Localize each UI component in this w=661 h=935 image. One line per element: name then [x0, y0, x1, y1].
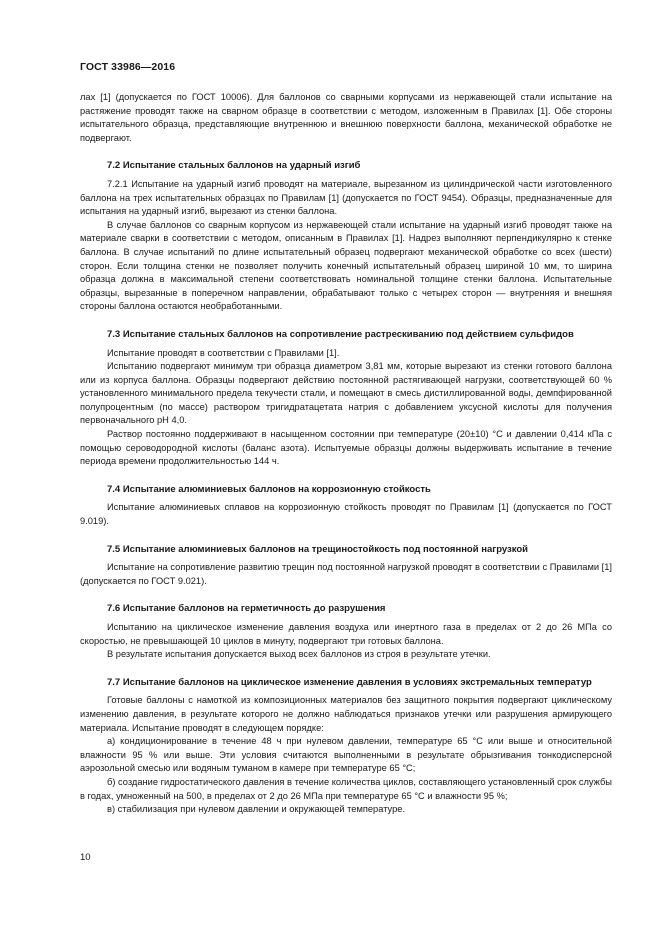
- list-item-c: в) стабилизация при нулевом давлении и окружающей температуре.: [107, 804, 406, 815]
- paragraph: 7.2.1 Испытание на ударный изгиб проводят на материале, вырезанном из цилиндрической части изготовленного баллона на трех испытательных образцах по Правилам [1] (допускается по ГОСТ 9454). Образцы, предназначенные для испытания на ударный изгиб, вырезают из стенки баллона.: [80, 178, 612, 217]
- paragraph: Испытанию подвергают минимум три образца диаметром 3,81 мм, которые вырезают из стенки готового баллона или из корпуса баллона. Образцы подвергают действию постоянной растягивающей нагрузки, соответствующей 60 % установленного минимального предела текучести стали, и помещают в смесь дистиллированной воды, демпфированной полупроцентным (по массе) раствором тригидратацетата натрия с добавлением уксусной кислоты для получения первоначального pH 4,0.: [80, 361, 612, 426]
- list-item-b: б) создание гидростатического давления в течение количества циклов, составляющего установленный срок службы в годах, умноженный на 500, в пределах от 2 до 26 МПа при температуре 65 °С и влажности 95 %;: [80, 776, 612, 801]
- paragraph: Испытание на сопротивление развитию трещин под постоянной нагрузкой проводят в соответствии с Правилами [1] (допускается по ГОСТ 9.021).: [80, 562, 612, 586]
- paragraph: лах [1] (допускается по ГОСТ 10006). Для баллонов со сварными корпусами из нержавеющей стали испытание на растяжение проводят также на сварном образце в соответствии с методом, изложенным в Правилах [1]. Обе стороны испытательного образца, представляющие внутреннюю и внешнюю поверхности баллона, механической обработке не подвергают.: [80, 92, 612, 143]
- paragraph: Испытание алюминиевых сплавов на коррозионную стойкость проводят по Правилам [1] (допускается по ГОСТ 9.019).: [80, 502, 612, 527]
- paragraph: Раствор постоянно поддерживают в насыщенном состоянии при температуре (20±10) °С и давлении 0,414 кПа с помощью сероводородной кислоты (баланс азота). Испытуемые образцы должны выдерживать испытание в течение периода времени продолжительностью 144 ч.: [80, 429, 612, 467]
- paragraph: Готовые баллоны с намоткой из композиционных материалов без защитного покрытия подвергают циклическому изменению давления, в результате которого не должно наблюдаться признаков утечки или разрушения армирующего материала. Испытание проводят в следующем порядке:: [80, 695, 612, 733]
- section-heading-7-6: 7.6 Испытание баллонов на герметичность до разрушения: [107, 603, 386, 615]
- document-body: [80, 91, 612, 817]
- section-heading-7-2: 7.2 Испытание стальных баллонов на ударный изгиб: [107, 160, 361, 172]
- paragraph: Испытание проводят в соответствии с Правилами [1].: [107, 347, 340, 358]
- paragraph: В результате испытания допускается выход всех баллонов из строя в результате утечки.: [107, 649, 491, 660]
- list-item-a: а) кондиционирование в течение 48 ч при нулевом давлении, температуре 65 °С или выше и относительной влажности 95 % или выше. Эти условия считаются выполненными в результате обрызгивания тонкодисперсной аэрозольной смесью или водяным туманом в камере при температуре 65 °С;: [80, 736, 612, 774]
- section-heading-7-7: 7.7 Испытание баллонов на циклическое изменение давления в условиях экстремальных температур: [107, 676, 592, 688]
- section-heading-7-5: 7.5 Испытание алюминиевых баллонов на трещиностойкость под постоянной нагрузкой: [107, 543, 529, 555]
- paragraph: Испытанию на циклическое изменение давления воздуха или инертного газа в пределах от 2 до 26 МПа со скоростью, не превышающей 10 циклов в минуту, подвергают три готовых баллона.: [80, 622, 612, 646]
- section-heading-7-4: 7.4 Испытание алюминиевых баллонов на коррозионную стойкость: [107, 483, 431, 495]
- paragraph: В случае баллонов со сварным корпусом из нержавеющей стали испытание на ударный изгиб проводят также на материале сварки в соответствии с методом, описанным в Правилах [1]. Надрез выполняют перпендикулярно к стенке баллона. В случае испытаний по длине испытательный образец подвергают механической обработке со всех (шести) сторон. Если толщина стенки не позволяет получить конечный испытательный образец шириной 10 мм, то ширина образца должна в максимальной степени соответствовать номинальной толщине стенки баллона. Испытательные образцы, вырезанные в поперечном направлении, обрабатывают только с четырех сторон — внутренняя и внешняя стороны баллона остаются необработанными.: [80, 219, 612, 312]
- document-header: ГОСТ 33986—2016: [80, 61, 176, 73]
- section-heading-7-3: 7.3 Испытание стальных баллонов на сопротивление растрескиванию под действием сульфидов: [107, 328, 574, 340]
- page-number: 10: [80, 852, 91, 863]
